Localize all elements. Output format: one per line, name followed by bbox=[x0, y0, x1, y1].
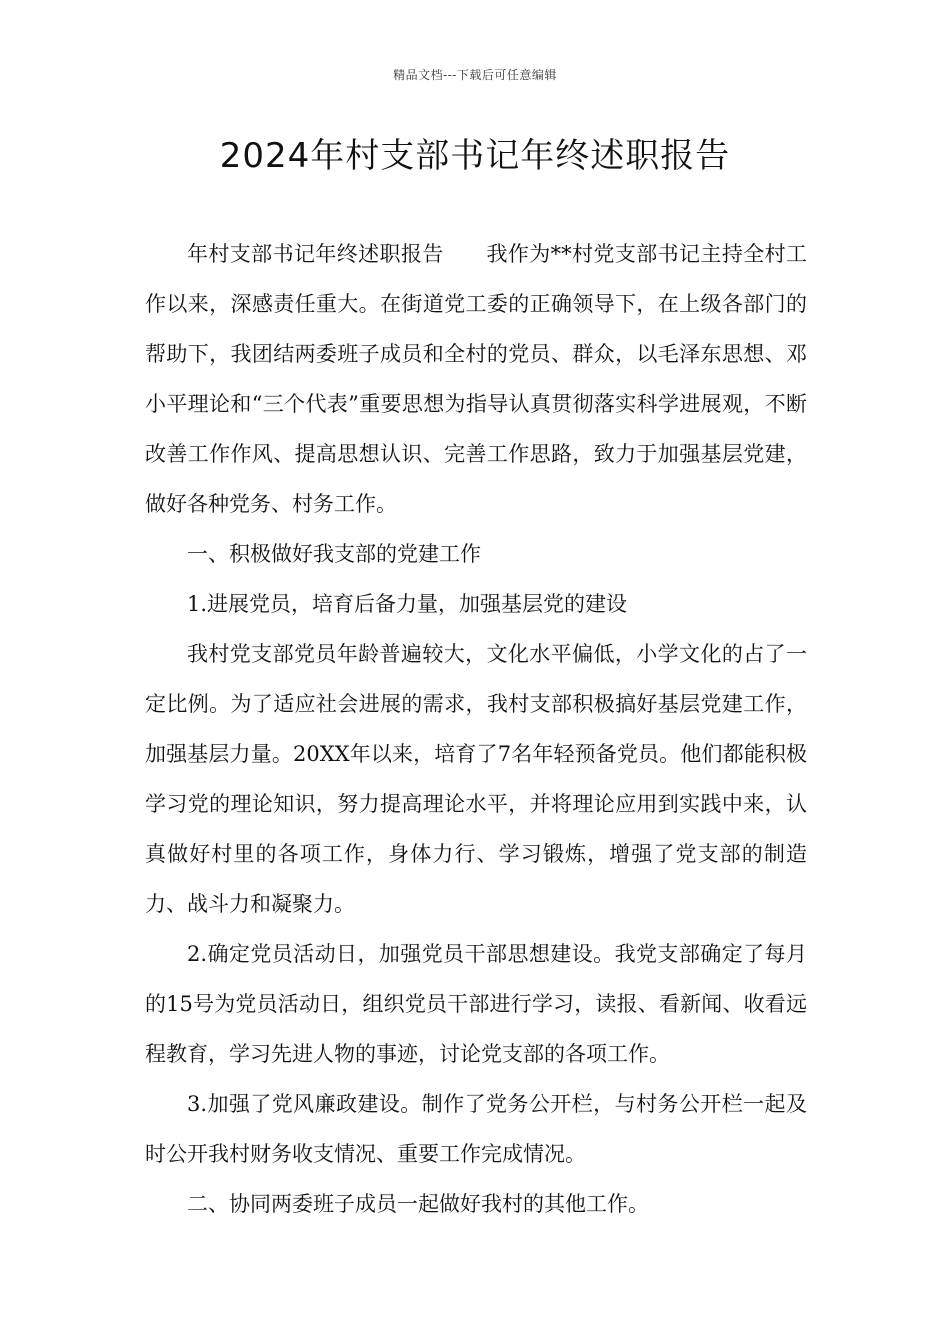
paragraph-party-members: 我村党支部党员年龄普遍较大，文化水平偏低，小学文化的占了一定比例。为了适应社会进展的需求，我村支部积极搞好基层党建工作，加强基层力量。20XX年以来，培育了7名年轻预备党员。他们都能积极学习党的理论知识，努力提高理论水平，并将理论应用到实践中来，认真做好村里的各项工作，身体力行、学习锻炼，增强了党支部的制造力、战斗力和凝聚力。 bbox=[145, 642, 807, 916]
paragraph-intro: 年村支部书记年终述职报告 我作为**村党支部书记主持全村工作以来，深感责任重大。在街道党工委的正确领导下，在上级各部门的帮助下，我团结两委班子成员和全村的党员、群众，以毛泽东思想、邓小平理论和“三个代表”重要思想为指导认真贯彻落实科学进展观，不断改善工作作风、提高思想认识、完善工作思路，致力于加强基层党建，做好各种党务、村务工作。 bbox=[145, 242, 807, 516]
subheading-1: 1.进展党员，培育后备力量，加强基层党的建设 bbox=[187, 592, 628, 616]
section-heading-1: 一、积极做好我支部的党建工作 bbox=[187, 542, 481, 566]
header-note: 精品文档---下载后可任意编辑 bbox=[393, 68, 557, 82]
document-body bbox=[145, 229, 807, 1229]
document-title: 2024年村支部书记年终述职报告 bbox=[219, 136, 731, 176]
paragraph-activity-day: 2.确定党员活动日，加强党员干部思想建设。我党支部确定了每月的15号为党员活动日，组织党员干部进行学习，读报、看新闻、收看远程教育，学习先进人物的事迹，讨论党支部的各项工作。 bbox=[145, 942, 807, 1066]
section-heading-2: 二、协同两委班子成员一起做好我村的其他工作。 bbox=[187, 1192, 649, 1216]
paragraph-integrity: 3.加强了党风廉政建设。制作了党务公开栏，与村务公开栏一起及时公开我村财务收支情况、重要工作完成情况。 bbox=[145, 1092, 807, 1166]
